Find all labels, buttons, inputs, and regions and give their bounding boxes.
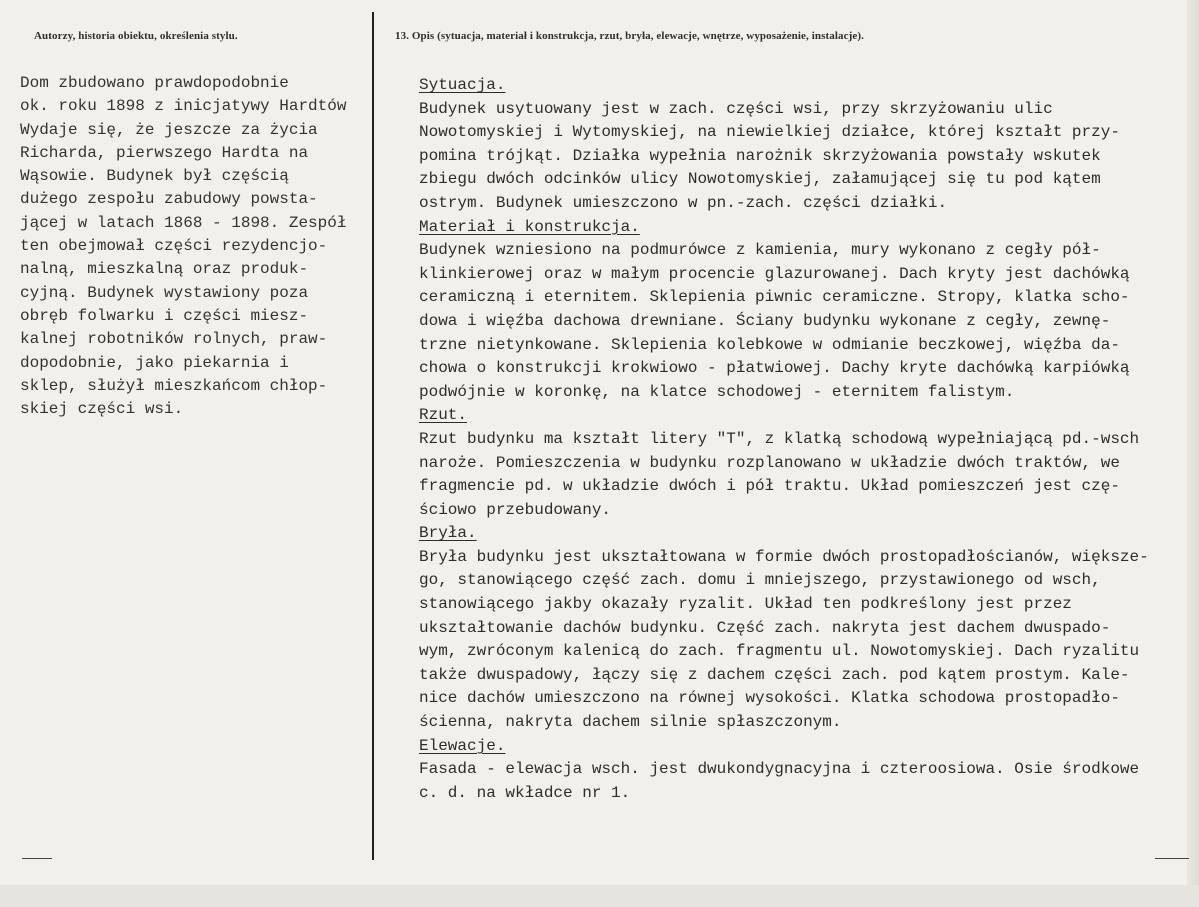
section-line: ukształtowanie dachów budynku. Część zach. nakryta jest dachem dwuspado-: [419, 618, 1111, 637]
bottom-rule-left: [22, 858, 52, 859]
section-heading: Sytuacja.: [419, 76, 506, 94]
left-column-header: Autorzy, historia obiektu, określenia stylu.: [34, 30, 238, 42]
history-line: Wydaje się, że jeszcze za życia: [20, 120, 318, 139]
section-line: nice dachów umieszczono na równej wysokości. Klatka schodowa prostopadło-: [419, 689, 1120, 708]
history-line: ok. roku 1898 z inicjatywy Hardtów: [20, 97, 347, 116]
section-line: Budynek wzniesiono na podmurówce z kamienia, mury wykonano z cegły pół-: [419, 241, 1101, 260]
right-column-header: 13. Opis (sytuacja, materiał i konstrukcja, rzut, bryła, elewacje, wnętrze, wyposażenie, instalacje).: [395, 30, 864, 42]
history-line: ten obejmował części rezydencjo-: [20, 237, 328, 256]
section-line: podwójnie w koronkę, na klatce schodowej - eternitem falistym.: [419, 382, 1015, 401]
bottom-rule-right: [1155, 858, 1189, 859]
history-line: jącej w latach 1868 - 1898. Zespół: [20, 213, 347, 232]
section-line: Bryła budynku jest ukształtowana w formie dwóch prostopadłościanów, większe-: [419, 547, 1149, 566]
history-line: sklep, służył mieszkańcom chłop-: [20, 376, 328, 395]
section-heading: Bryła.: [419, 524, 477, 543]
section-line: dowa i więźba dachowa drewniane. Ściany budynku wykonane z cegły, zewnę-: [419, 311, 1111, 330]
section-line: klinkierowej oraz w małym procencie glazurowanej. Dach kryty jest dachówką: [419, 264, 1130, 283]
section-line: trzne nietynkowane. Sklepienia kolebkowe w odmianie beczkowej, więźba da-: [419, 335, 1120, 354]
section-line: Fasada - elewacja wsch. jest dwukondygnacyjna i czteroosiowa. Osie środkowe: [419, 760, 1140, 779]
section-heading: Materiał i konstrukcja.: [419, 217, 640, 236]
section-heading: Rzut.: [419, 406, 468, 425]
section-line: naroże. Pomieszczenia w budynku rozplanowano w układzie dwóch traktów, we: [419, 453, 1120, 472]
history-line: Dom zbudowano prawdopodobnie: [20, 74, 289, 92]
section-line: fragmencie pd. w układzie dwóch i pół traktu. Układ pomieszczeń jest czę-: [419, 477, 1120, 496]
section-line: stanowiącego jakby okazały ryzalit. Układ ten podkreślony jest przez: [419, 595, 1072, 614]
history-line: dopodobnie, jako piekarnia i: [20, 353, 289, 372]
section-line: zbiegu dwóch odcinków ulicy Nowotomyskiej, załamującej się tu pod kątem: [419, 170, 1101, 189]
section-line: go, stanowiącego część zach. domu i mniejszego, przystawionego od wsch,: [419, 571, 1101, 590]
history-line: kalnej robotników rolnych, praw-: [20, 330, 328, 349]
history-line: obręb folwarku i części miesz-: [20, 306, 309, 325]
section-line: Nowotomyskiej i Wytomyskiej, na niewielkiej działce, której kształt przy-: [419, 123, 1120, 142]
section-line: ostrym. Budynek umieszczono w pn.-zach. części działki.: [419, 193, 948, 212]
bottom-margin: [0, 885, 1199, 907]
history-line: skiej części wsi.: [20, 400, 184, 419]
section-line: wym, zwróconym kalenicą do zach. fragmentu ul. Nowotomyskiej. Dach ryzalitu: [419, 642, 1140, 661]
history-line: Richarda, pierwszego Hardta na: [20, 143, 309, 162]
history-line: Wąsowie. Budynek był częścią: [20, 167, 289, 186]
section-line: chowa o konstrukcji krokwiowo - płatwiowej. Dachy kryte dachówką karpiówką: [419, 359, 1130, 378]
section-line: ścienna, nakryta dachem silnie spłaszczonym.: [419, 713, 842, 732]
section-line: Rzut budynku ma kształt litery "T", z klatką schodową wypełniającą pd.-wsch: [419, 429, 1140, 448]
section-line: c. d. na wkładce nr 1.: [419, 783, 631, 802]
history-text: [20, 72, 370, 421]
column-divider: [372, 12, 374, 860]
history-line: dużego zespołu zabudowy powsta-: [20, 190, 318, 209]
section-line: ściowo przebudowany.: [419, 500, 612, 519]
section-line: ceramiczną i eternitem. Sklepienia piwnic ceramiczne. Stropy, klatka scho-: [419, 288, 1130, 307]
section-line: pomina trójkąt. Działka wypełnia narożnik skrzyżowania powstały wskutek: [419, 146, 1101, 165]
section-line: także dwuspadowy, łączy się z dachem części zach. pod kątem prostym. Kale-: [419, 665, 1130, 684]
section-heading: Elewacje.: [419, 736, 506, 755]
history-line: cyjną. Budynek wystawiony poza: [20, 283, 309, 302]
section-line: Budynek usytuowany jest w zach. części wsi, przy skrzyżowaniu ulic: [419, 99, 1053, 118]
history-line: nalną, mieszkalną oraz produk-: [20, 260, 309, 279]
description-text: [419, 74, 1199, 805]
